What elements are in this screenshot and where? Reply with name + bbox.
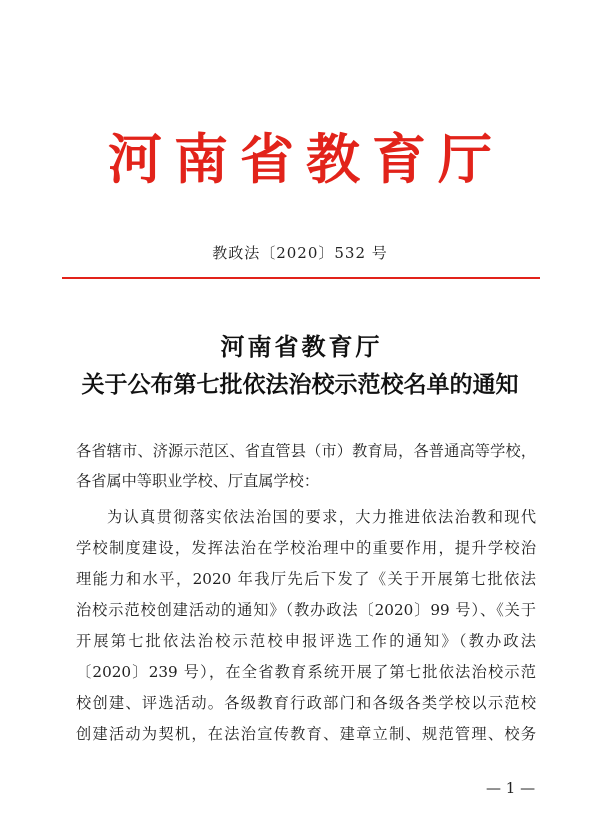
paragraph-line: 〔2020〕239 号），在全省教育系统开展了第七批依法治校示范 xyxy=(76,663,536,681)
red-divider-line xyxy=(62,277,540,279)
paragraph-line: 学校制度建设，发挥法治在学校治理中的重要作用，提升学校治 xyxy=(76,539,536,557)
agency-masthead: 河南省教育厅 xyxy=(108,127,504,191)
paragraph-line: 开展第七批依法治校示范校申报评选工作的通知》（教办政法 xyxy=(76,632,536,650)
addressee-line: 各省属中等职业学校、厅直属学校： xyxy=(76,472,319,490)
paragraph-line: 为认真贯彻落实依法治国的要求，大力推进依法治教和现代 xyxy=(107,508,536,526)
page-number: — 1 — xyxy=(486,779,536,797)
document-title-line-1: 河南省教育厅 xyxy=(220,332,383,361)
document-title-line-2: 关于公布第七批依法治校示范校名单的通知 xyxy=(81,371,519,398)
paragraph-line: 校创建、评选活动。各级教育行政部门和各级各类学校以示范校 xyxy=(76,694,536,712)
paragraph-line: 创建活动为契机，在法治宣传教育、建章立制、规范管理、校务 xyxy=(76,725,536,743)
paragraph-line: 治校示范校创建活动的通知》（教办政法〔2020〕99 号）、《关于 xyxy=(76,601,536,619)
document-number: 教政法〔2020〕532 号 xyxy=(212,244,388,262)
addressee-line: 各省辖市、济源示范区、省直管县（市）教育局，各普通高等学校， xyxy=(76,442,536,460)
paragraph-line: 理能力和水平，2020 年我厅先后下发了《关于开展第七批依法 xyxy=(76,570,536,588)
